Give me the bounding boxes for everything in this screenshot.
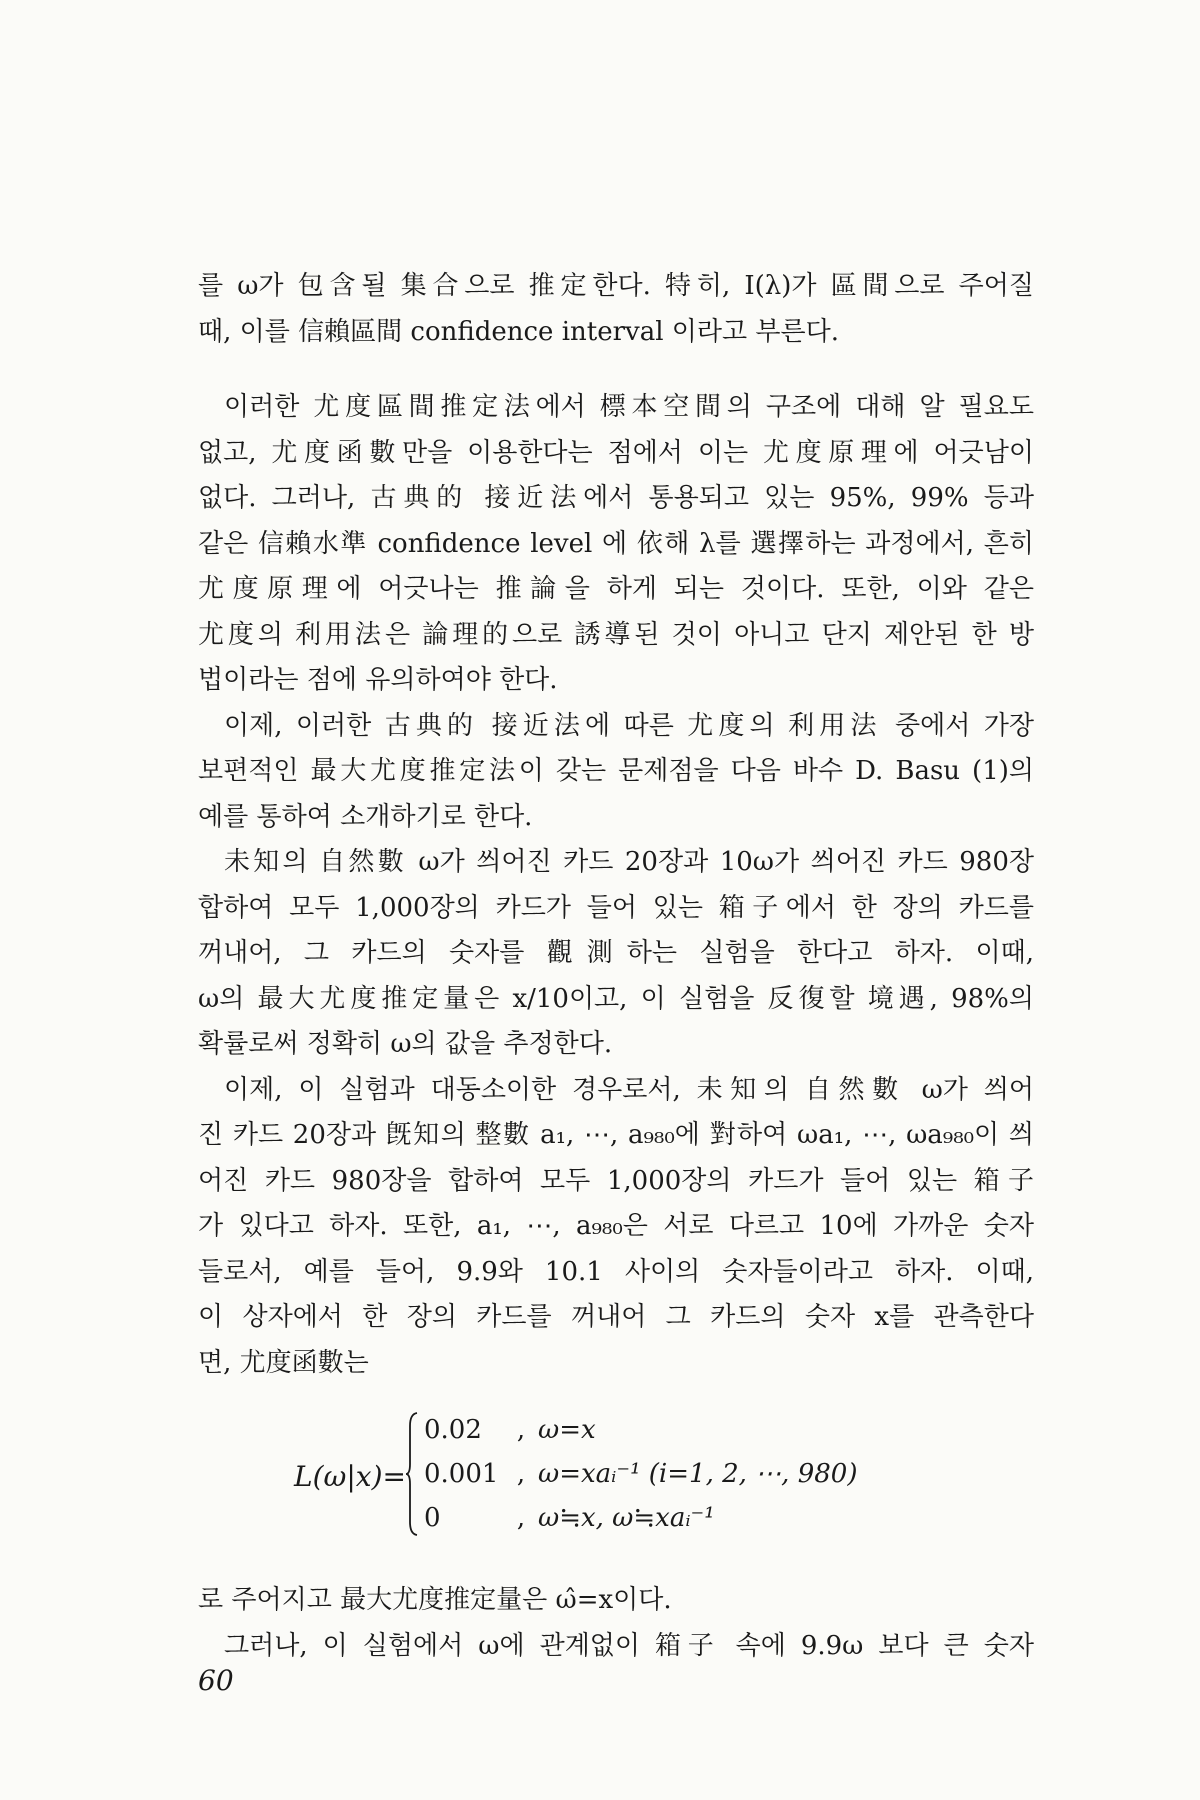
formula-lhs: L(ω|x)= — [294, 1460, 406, 1493]
text-line: 면, 尤度函數는 — [198, 1347, 369, 1378]
text-line: 尤度原理에 어긋나는 推論을 하게 되는 것이다. 또한, 이와 같은 — [198, 574, 1034, 604]
text-line: 같은 信賴水準 confidence level 에 依해 λ를 選擇하는 과정에서, 흔히 — [198, 528, 1034, 559]
text-line: 합하여 모두 1,000장의 카드가 들어 있는 箱子에서 한 장의 카드를 — [198, 892, 1034, 923]
case-separator: , — [516, 1459, 526, 1489]
formula-case — [424, 1496, 715, 1542]
paragraph — [198, 840, 1034, 1068]
text-line: 때, 이를 信賴區間 confidence interval 이라고 부른다. — [198, 316, 840, 347]
text-line: 법이라는 점에 유의하여야 한다. — [198, 665, 558, 695]
case-separator: , — [516, 1503, 526, 1533]
text-line: 로 주어지고 最大尤度推定量은 ω̂=x이다. — [198, 1585, 672, 1615]
text-line: 없고, 尤度函數만을 이용한다는 점에서 이는 尤度原理에 어긋남이 — [198, 437, 1034, 468]
text-line: 未知의 自然數 ω가 씌어진 카드 20장과 10ω가 씌어진 카드 980장 — [224, 847, 1034, 877]
formula-case — [424, 1408, 596, 1454]
text-line: 들로서, 예를 들어, 9.9와 10.1 사이의 숫자들이라고 하자. 이때, — [198, 1256, 1034, 1287]
paragraph — [198, 264, 1034, 355]
text-line: 이러한 尤度區間推定法에서 標本空間의 구조에 대해 알 필요도 — [224, 392, 1034, 422]
case-value: 0.02 — [424, 1415, 482, 1445]
case-separator: , — [516, 1415, 526, 1445]
text-line: 그러나, 이 실험에서 ω에 관계없이 箱子 속에 9.9ω 보다 큰 숫자 — [224, 1630, 1034, 1661]
text-line: 이 상자에서 한 장의 카드를 꺼내어 그 카드의 숫자 x를 관측한다 — [198, 1302, 1034, 1332]
text-line: 예를 통하여 소개하기로 한다. — [198, 801, 533, 832]
case-value: 0.001 — [424, 1459, 499, 1489]
text-line: 없다. 그러나, 古典的 接近法에서 통용되고 있는 95%, 99% 등과 — [198, 483, 1034, 513]
text-line: 이제, 이러한 古典的 接近法에 따른 尤度의 利用法 중에서 가장 — [224, 710, 1034, 741]
text-line: 확률로써 정확히 ω의 값을 추정한다. — [198, 1029, 613, 1059]
text-line: 가 있다고 하자. 또한, a₁, ⋯, a₉₈₀은 서로 다르고 10에 가까운 숫자 — [198, 1211, 1034, 1241]
case-condition: ω≒x, ω≒xaᵢ⁻¹ — [538, 1503, 715, 1533]
text-line: 꺼내어, 그 카드의 숫자를 觀測하는 실험을 한다고 하자. 이때, — [198, 938, 1034, 968]
text-line: 이제, 이 실험과 대동소이한 경우로서, 未知의 自然數 ω가 씌어 — [224, 1074, 1034, 1105]
case-condition: ω=xaᵢ⁻¹ (i=1, 2, ⋯, 980) — [538, 1459, 858, 1489]
case-condition: ω=x — [538, 1415, 596, 1445]
body-text — [198, 264, 1034, 1669]
paragraph — [198, 385, 1034, 704]
likelihood-formula — [198, 1406, 1034, 1556]
paragraph — [198, 1068, 1034, 1387]
text-line: 尤度의 利用法은 論理的으로 誘導된 것이 아니고 단지 제안된 한 방 — [198, 619, 1034, 650]
case-value: 0 — [424, 1503, 441, 1533]
text-line: 진 카드 20장과 旣知의 整數 a₁, ⋯, a₉₈₀에 對하여 ωa₁, ⋯, ωa₉₈₀이 씌 — [198, 1120, 1034, 1150]
paragraph — [198, 1578, 1034, 1669]
text-line: 어진 카드 980장을 합하여 모두 1,000장의 카드가 들어 있는 箱子 — [198, 1165, 1034, 1196]
left-brace — [406, 1412, 418, 1536]
page-number: 60 — [198, 1664, 234, 1697]
text-line: 를 ω가 包含될 集合으로 推定한다. 特히, I(λ)가 區間으로 주어질 — [198, 271, 1034, 301]
text-line: ω의 最大尤度推定量은 x/10이고, 이 실험을 反復할 境遇, 98%의 — [198, 983, 1034, 1014]
paragraph — [198, 704, 1034, 841]
text-line: 보편적인 最大尤度推定法이 갖는 문제점을 다음 바수 D. Basu (1)의 — [198, 756, 1034, 786]
formula-case — [424, 1452, 857, 1498]
